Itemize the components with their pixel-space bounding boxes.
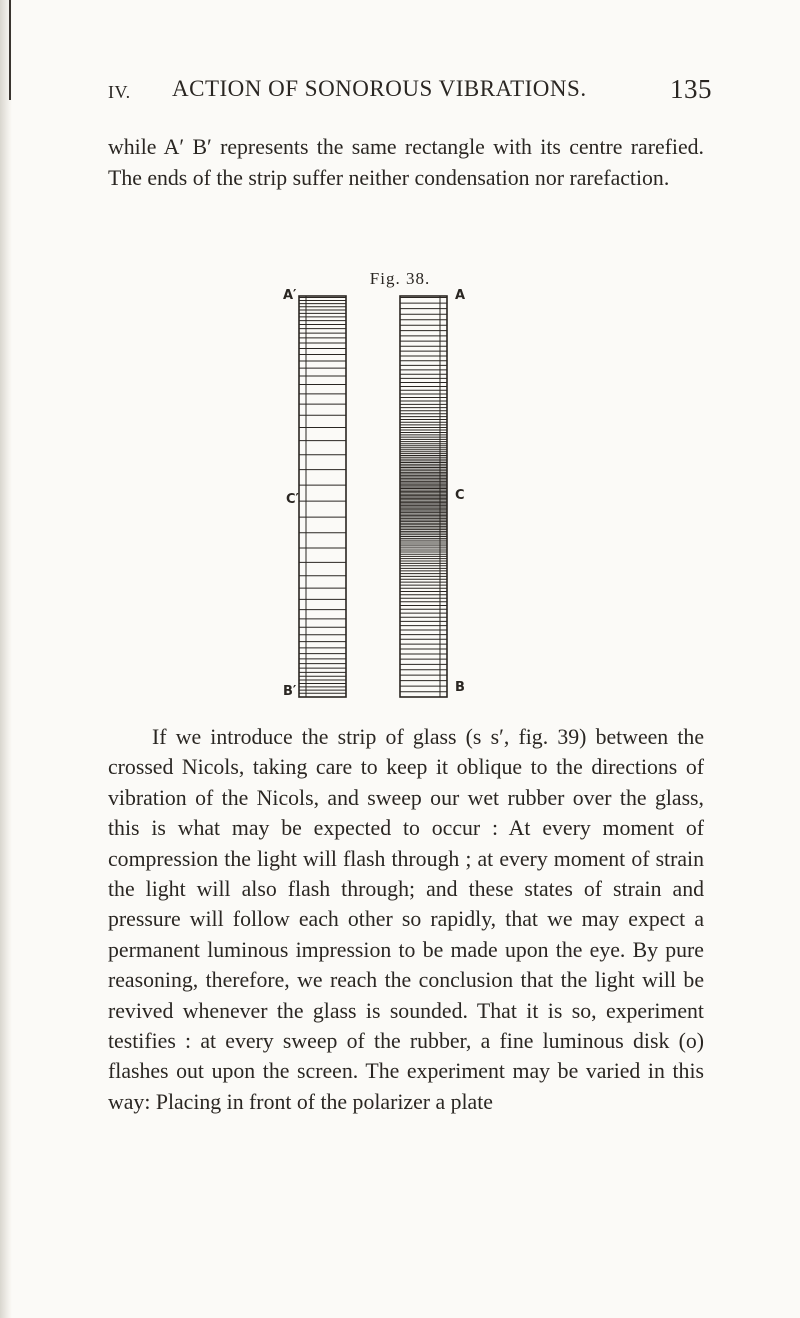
label-a: A xyxy=(455,288,466,303)
figure-caption: Fig. 38. xyxy=(369,269,431,288)
label-a-prime: A′ xyxy=(283,288,297,303)
page-number: 135 xyxy=(670,74,712,104)
condensed-strip xyxy=(400,296,447,697)
paragraph-2: If we introduce the strip of glass (s s′, fig. 39) between the crossed Nicols, taking care to keep it oblique to the directions of vibration of the Nicols, and sweep our wet rubber over the glass, this is what may be expected to occur : At every moment of compression the light will flash through ; at every moment of strain the light will also flash through; and these states of strain and pressure will follow each other so rapidly, that we may expect a permanent luminous impression to be made upon the eye. By pure reasoning, therefore, we reach the conclusion that the light will be revived whenever the glass is sounded. That it is so, experiment testifies : at every sweep of the rubber, a fine luminous disk (o) flashes out upon the screen. The experiment may be varied in this way: Placing in front of the polarizer a plate xyxy=(108,725,704,1114)
label-c-prime: C′ xyxy=(286,492,299,507)
running-title: ACTION OF SONOROUS VIBRATIONS. xyxy=(172,76,587,101)
running-head xyxy=(108,76,712,112)
chapter-number: IV. xyxy=(108,82,131,102)
paragraph-1: while A′ B′ represents the same rectangle with its centre rarefied. The ends of the strip suffer neither condensation nor rarefaction. xyxy=(108,135,704,190)
label-b-prime: B′ xyxy=(283,684,297,699)
page-edge xyxy=(0,0,12,1318)
strip-diagrams xyxy=(275,284,495,704)
label-b: B xyxy=(455,680,465,695)
label-c: C xyxy=(455,488,465,503)
rarefied-strip xyxy=(299,296,346,697)
figure-38 xyxy=(275,284,495,704)
page-binding-line xyxy=(9,0,11,100)
